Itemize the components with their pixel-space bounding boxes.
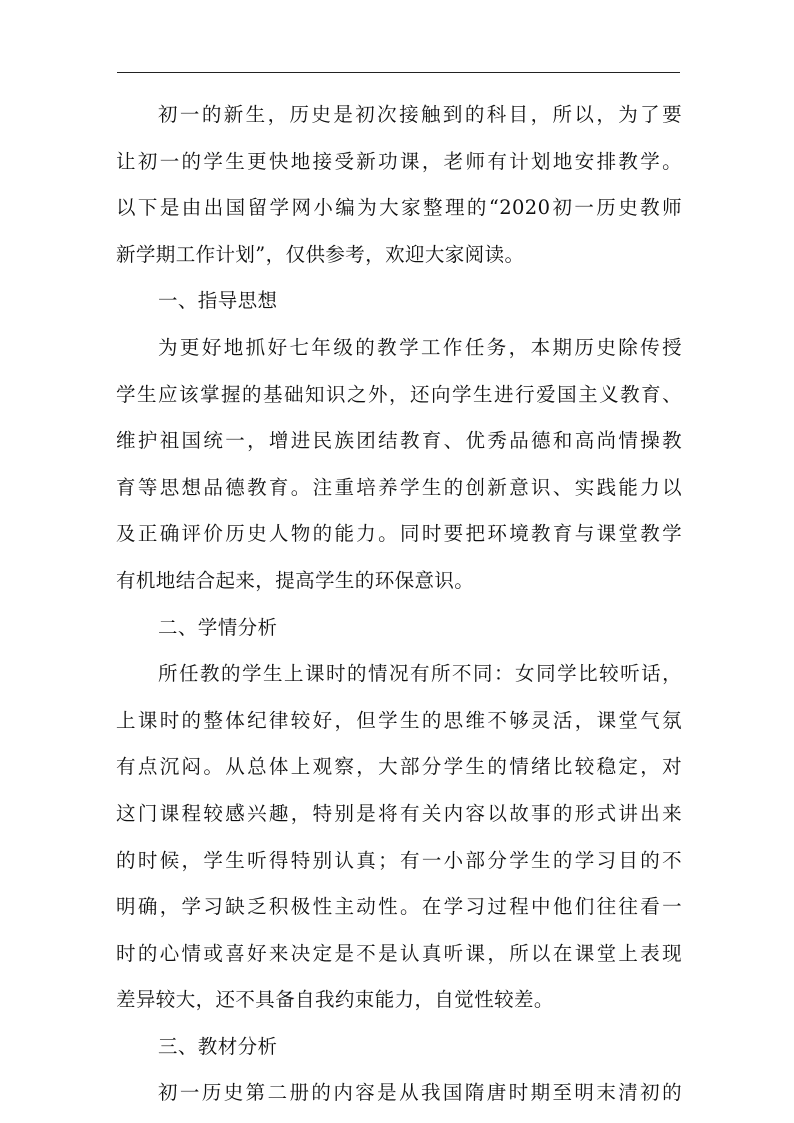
paragraph-intro-line-1: 初一的新生，历史是初次接触到的科目，所以，为了要 [158,103,682,126]
paragraph-students-line-8: 差异较大，还不具备自我约束能力，自觉性较差。 [116,988,554,1012]
paragraph-ideology-line-2: 学生应该掌握的基础知识之外，还向学生进行爱国主义教育、 [116,382,682,406]
paragraph-ideology-line-4: 育等思想品德教育。注重培养学生的创新意识、实践能力以 [116,475,682,499]
paragraph-ideology-line-1: 为更好地抓好七年级的教学工作任务，本期历史除传授 [158,335,682,359]
paragraph-ideology-line-6: 有机地结合起来，提高学生的环保意识。 [116,568,475,592]
paragraph-students-line-6: 明确，学习缺乏积极性主动性。在学习过程中他们往往看一 [116,895,682,919]
header-divider [117,72,680,73]
paragraph-students-line-2: 上课时的整体纪律较好，但学生的思维不够灵活，课堂气氛 [116,708,682,732]
section-heading-student-analysis: 二、学情分析 [158,615,278,639]
paragraph-students-line-1: 所任教的学生上课时的情况有所不同：女同学比较听话， [158,662,682,686]
paragraph-students-line-7: 时的心情或喜好来决定是不是认真听课，所以在课堂上表现 [116,941,682,965]
paragraph-ideology-line-3: 维护祖国统一，增进民族团结教育、优秀品德和高尚情操教 [116,429,682,453]
document-body [116,92,682,1117]
paragraph-students-line-4: 这门课程较感兴趣，特别是将有关内容以故事的形式讲出来 [116,801,682,825]
section-heading-textbook-analysis: 三、教材分析 [158,1034,278,1058]
section-heading-guiding-ideology: 一、指导思想 [158,289,278,313]
paragraph-intro-line-4: 新学期工作计划”，仅供参考，欢迎大家阅读。 [116,242,525,266]
paragraph-ideology-line-5: 及正确评价历史人物的能力。同时要把环境教育与课堂教学 [116,522,682,546]
paragraph-students-line-3: 有点沉闷。从总体上观察，大部分学生的情绪比较稳定，对 [116,755,682,779]
paragraph-students-line-5: 的时候，学生听得特别认真；有一小部分学生的学习目的不 [116,848,682,872]
paragraph-intro-line-2: 让初一的学生更快地接受新功课，老师有计划地安排教学。 [116,149,682,173]
paragraph-textbook-line-1: 初一历史第二册的内容是从我国隋唐时期至明末清初的 [158,1081,682,1105]
paragraph-intro-line-3: 以下是由出国留学网小编为大家整理的“2020初一历史教师 [116,196,682,220]
